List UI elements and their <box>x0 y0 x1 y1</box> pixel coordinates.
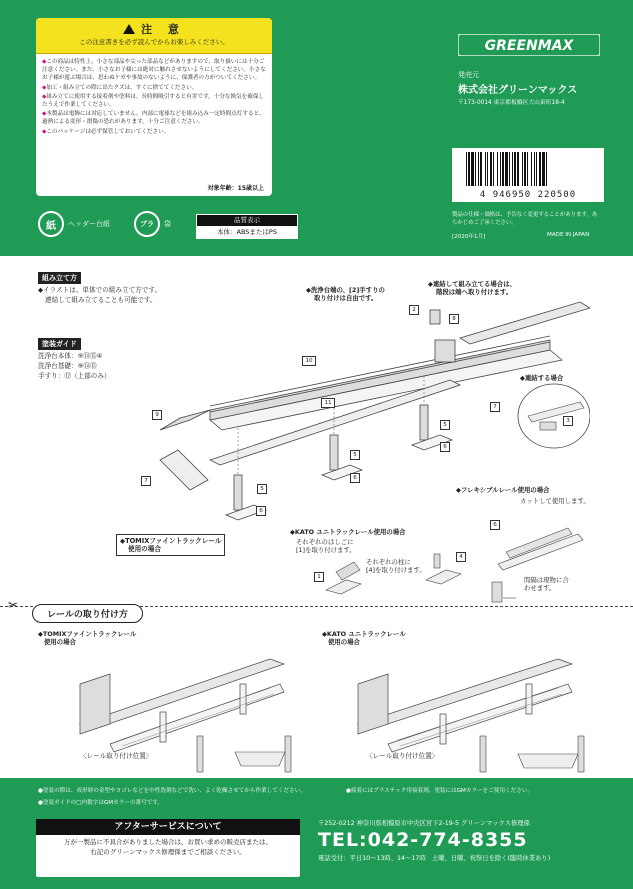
connect-note: ◆連結して組み立てる場合は、 階段は端へ取り付けます。 <box>428 280 516 296</box>
tomix-rail-detail <box>195 726 295 776</box>
plastic-recycle-label: 袋 <box>164 220 171 228</box>
kato-note-2: それぞれの柱に [4]を取り付けます。 <box>366 558 426 574</box>
repair-hours: 電話受付：平日10～13時、14～17時 土曜、日曜、祝祭日を除く(臨時休業あり) <box>318 855 551 862</box>
footer-note: ●接着にはプラスチック用接着剤、塗装にはGMカラーをご使用ください。 <box>346 788 534 794</box>
kato-case-title: ◆KATO ユニトラックレール使用の場合 <box>290 528 406 536</box>
connect-detail-figure <box>510 380 590 450</box>
caution-item: ◆加工・組み立ての際に出たクズは、すぐに捨ててください。 <box>42 84 198 91</box>
caution-item: ◆本製品は電飾には対応していません。内部に電球などを組み込み一定時間点灯すると、過熱による変形・損傷の恐れがあります。十分ご注意ください。 <box>42 111 265 126</box>
caution-item: ◆この商品は特性上、小さな部品や尖った部品などがありますので、取り扱いには十分ご注意ください。また、小さなお子様には絶対に触れさせないようにしてください。小さなお子様が遊ぶ場合は、思わぬケガや事故のないように、保護者の方がついてください。 <box>42 59 266 82</box>
barcode-number: 4 946950 220500 <box>479 190 577 200</box>
paper-recycle-icon: 紙 <box>38 211 64 237</box>
seller-address: 〒173-0014 東京都板橋区大山東町18-4 <box>458 100 565 106</box>
part-number-tag: 8 <box>449 314 459 324</box>
part-number-tag: 5 <box>257 484 267 494</box>
paint-guide-heading: 塗装ガイド <box>38 338 81 350</box>
header-band <box>0 0 633 256</box>
after-service-body: 万が一製品に不具合がありました場合は、お買い求めの販売店または、 右記のグリーンマックス修理係までご相談ください。 <box>64 838 272 856</box>
paint-guide-line: 手すり：⑫（上部のみ） <box>38 372 111 380</box>
paint-guide-line: 洗浄台基礎：⑨⑭⑮ <box>38 362 97 370</box>
spec-note: 製品の仕様・価格は、予告なく変更することがあります。あらかじめご了承ください。 <box>452 212 598 226</box>
part-number-tag: 5 <box>350 450 360 460</box>
quality-body: 本体：ABSまたはPS <box>217 228 277 236</box>
rail-kato-title: ◆KATO ユニトラックレール 使用の場合 <box>322 630 406 646</box>
flex-rail-title: ◆フレキシブルレール使用の場合 <box>456 486 550 494</box>
part-number-tag: 6 <box>256 506 266 516</box>
part-number-tag: 7 <box>141 476 151 486</box>
caution-panel <box>36 18 272 196</box>
rail-tomix-title: ◆TOMIXファイントラックレール 使用の場合 <box>38 630 137 646</box>
part-number-tag: 2 <box>409 305 419 315</box>
caution-header <box>36 18 272 54</box>
plastic-recycle-mark <box>134 211 171 237</box>
assembly-text-1: ◆イラストは、単体での組み立て方です。 <box>38 286 162 294</box>
paper-recycle-label: ヘッダー台紙 <box>68 220 110 228</box>
gap-note: 間隔は現物に合 わせます。 <box>524 576 569 592</box>
part-number-tag: 5 <box>440 420 450 430</box>
spec-date: [2020年1月] <box>452 234 486 240</box>
caution-list <box>36 54 272 136</box>
quality-header: 品質表示 <box>197 215 297 226</box>
caution-subtitle: この注意書きを必ず読んでからお楽しみください。 <box>79 38 229 46</box>
caution-title: 注 意 <box>141 23 185 36</box>
part-number-tag: 3 <box>563 416 573 426</box>
part-number-tag: 11 <box>321 398 335 408</box>
repair-phone: TEL:042-774-8355 <box>318 829 528 851</box>
kato-note-1: それぞれのはしごに [1]を取り付けます。 <box>296 538 356 554</box>
part-number-tag: 6 <box>490 520 500 530</box>
greenmax-logo <box>458 34 600 56</box>
plastic-recycle-icon: プラ <box>134 211 160 237</box>
kato-rail-detail <box>478 726 588 776</box>
part-number-tag: 10 <box>302 356 316 366</box>
paper-recycle-mark <box>38 211 110 237</box>
footer-note: ●塗装ガイドの□内数字はGMカラーの番号です。 <box>38 800 163 806</box>
rail-mount-title: レールの取り付け方 <box>32 604 143 623</box>
quality-label <box>196 214 298 239</box>
part-number-tag: 6 <box>350 473 360 483</box>
assembly-text-2: 連結して組み立てることも可能です。 <box>45 296 157 304</box>
seller-name: 株式会社グリーンマックス <box>458 85 578 96</box>
seller-label: 発売元 <box>458 71 479 79</box>
scissors-icon: ✂ <box>8 598 19 612</box>
tomix-case-label: ◆TOMIXファイントラックレール 使用の場合 <box>116 534 225 556</box>
part-number-tag: 7 <box>490 402 500 412</box>
barcode <box>452 148 604 202</box>
footer-note: ●塗装の際は、成形時の金型やヨゴレなどを中性洗剤などで洗い、よく乾燥させてから作業してください。 <box>38 788 306 794</box>
part-number-tag: 4 <box>456 552 466 562</box>
after-service-box <box>36 819 300 877</box>
repair-address: 〒252-0212 神奈川県相模原市中央区宮下2-19-5 グリーンマックス修理係 <box>318 820 530 827</box>
logo-text: GREENMAX <box>484 38 574 54</box>
part-number-tag: 6 <box>440 442 450 452</box>
assembly-heading: 組み立て方 <box>38 272 81 284</box>
warning-icon <box>123 24 135 34</box>
caution-item: ◆このパッケージは必ず保管しておいてください。 <box>42 128 170 135</box>
stair-end-note: ◆洗浄台端の、[2]手すりの 取り付けは自由です。 <box>306 286 385 302</box>
age-rating: 対象年齢：15歳以上 <box>207 185 264 192</box>
connect-case-label: ◆連結する場合 <box>520 374 564 382</box>
part-number-tag: 9 <box>152 410 162 420</box>
barcode-bars <box>452 148 604 190</box>
rail-position-label: 〈レール取り付け位置〉 <box>80 752 153 760</box>
kato-parts-figure <box>316 550 466 600</box>
paint-guide-line: 洗浄台本体：⑨⑭⑮④ <box>38 352 103 360</box>
part-number-tag: 1 <box>314 572 324 582</box>
after-service-title: アフターサービスについて <box>36 819 300 835</box>
flex-rail-sub: カットして使用します。 <box>520 497 590 505</box>
made-in-label: MADE IN JAPAN <box>547 232 590 238</box>
caution-item: ◆組み立てに使用する接着剤や塗料は、長時間吸引すると有害です。十分な換気を確保したうえで作業してください。 <box>42 93 265 109</box>
rail-position-label: 〈レール取り付け位置〉 <box>366 752 439 760</box>
